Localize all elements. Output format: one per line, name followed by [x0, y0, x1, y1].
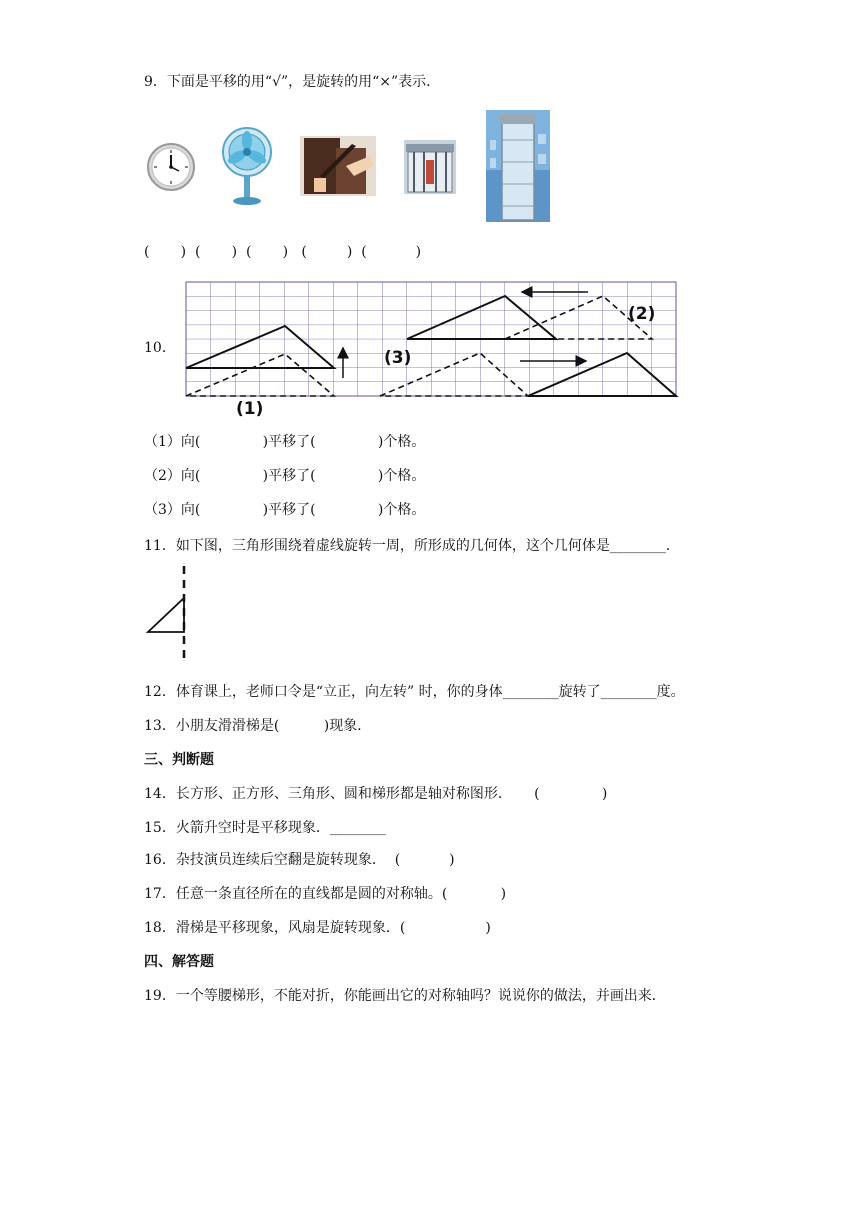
question-9-answer-row: ( ) ( ) ( ) ( ) ( ) [144, 244, 422, 260]
label-2: (2) [628, 304, 656, 324]
question-14-text: 14．长方形、正方形、三角形、圆和梯形都是轴对称图形． ( ) [144, 786, 608, 802]
question-10-sub-2: （2）向( )平移了( )个格。 [144, 468, 426, 484]
question-13-text: 13．小朋友滑滑梯是( )现象． [144, 718, 372, 734]
question-9-text: 9．下面是平移的用“√”，是旋转的用“×”表示． [144, 74, 441, 90]
question-12-text: 12．体育课上，老师口令是“立正，向左转” 时，你的身体________旋转了________度。 [144, 684, 685, 700]
question-18-text: 18．滑梯是平移现象，风扇是旋转现象．( ) [144, 920, 491, 936]
question-15-text: 15．火箭升空时是平移现象．________ [144, 820, 386, 836]
question-16-text: 16．杂技演员连续后空翻是旋转现象． ( ) [144, 852, 455, 868]
question-10-sub-3: （3）向( )平移了( )个格。 [144, 502, 426, 518]
section-4-title: 四、解答题 [144, 954, 214, 970]
section-3-title: 三、判断题 [144, 752, 214, 768]
question-19-text: 19．一个等腰梯形，不能对折，你能画出它的对称轴吗？说说你的做法，并画出来． [144, 988, 666, 1004]
label-3: (3) [384, 348, 412, 368]
question-11-text: 11．如下图，三角形围绕着虚线旋转一周，所形成的几何体，这个几何体是________． [144, 538, 680, 554]
question-17-text: 17．任意一条直径所在的直线都是圆的对称轴。( ) [144, 886, 507, 902]
label-1: (1) [236, 399, 264, 419]
question-10-sub-1: （1）向( )平移了( )个格。 [144, 434, 426, 450]
question-10-number: 10． [144, 340, 176, 356]
right-triangle [148, 598, 184, 632]
